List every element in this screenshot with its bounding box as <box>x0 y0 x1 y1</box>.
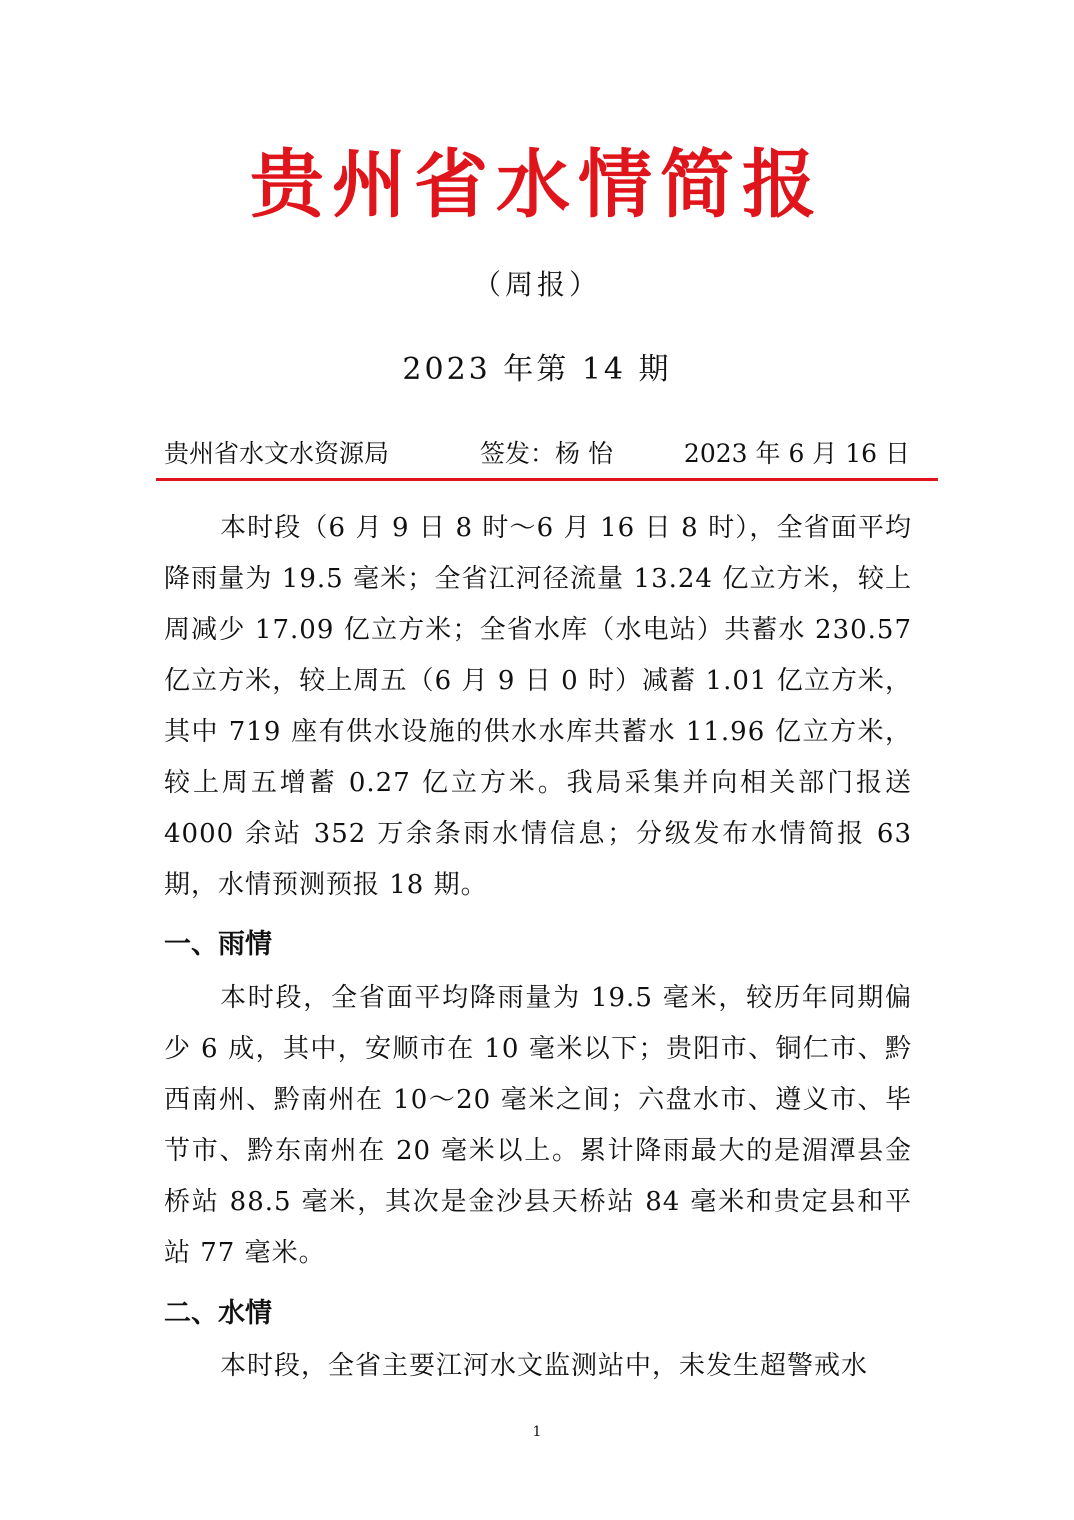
page-number: 1 <box>532 1424 542 1440</box>
red-divider-line <box>156 478 938 481</box>
issue-number: 2023 年第 14 期 <box>402 352 672 387</box>
water-paragraph: 本时段，全省主要江河水文监测站中，未发生超警戒水 <box>220 1351 869 1381</box>
header-meta-row <box>164 434 910 474</box>
report-title: 贵州省水情简报 <box>250 142 824 228</box>
issue-date: 2023 年 6 月 16 日 <box>683 439 910 468</box>
section-heading-water: 二、水情 <box>164 1298 272 1329</box>
issuing-organization: 贵州省水文水资源局 <box>164 439 390 468</box>
rain-paragraph: 本时段，全省面平均降雨量为 19.5 毫米，较历年同期偏少 6 成，其中，安顺市在 10 毫米以下；贵阳市、铜仁市、黔西南州、黔南州在 10～20 毫米之间；六盘水市、遵义市、毕节市、黔东南州在 20 毫米以上。累计降雨最大的是湄潭县金桥站 88.5 毫米，其次是金沙县天桥站 84 毫米和贵定县和平站 77 毫米。 <box>164 983 912 1268</box>
signer: 签发：杨 怡 <box>480 439 613 468</box>
intro-paragraph: 本时段（6 月 9 日 8 时～6 月 16 日 8 时），全省面平均降雨量为 19.5 毫米；全省江河径流量 13.24 亿立方米，较上周减少 17.09 亿立方米；全省水库（水电站）共蓄水 230.57 亿立方米，较上周五（6 月 9 日 0 时）减蓄 1.01 亿立方米，其中 719 座有供水设施的供水水库共蓄水 11.96 亿立方米，较上周五增蓄 0.27 亿立方米。我局采集并向相关部门报送 4000 余站 352 万余条雨水情信息；分级发布水情简报 63 期，水情预测预报 18 期。 <box>164 513 912 900</box>
report-subtitle: （周报） <box>472 268 601 301</box>
section-heading-rain: 一、雨情 <box>164 929 272 960</box>
